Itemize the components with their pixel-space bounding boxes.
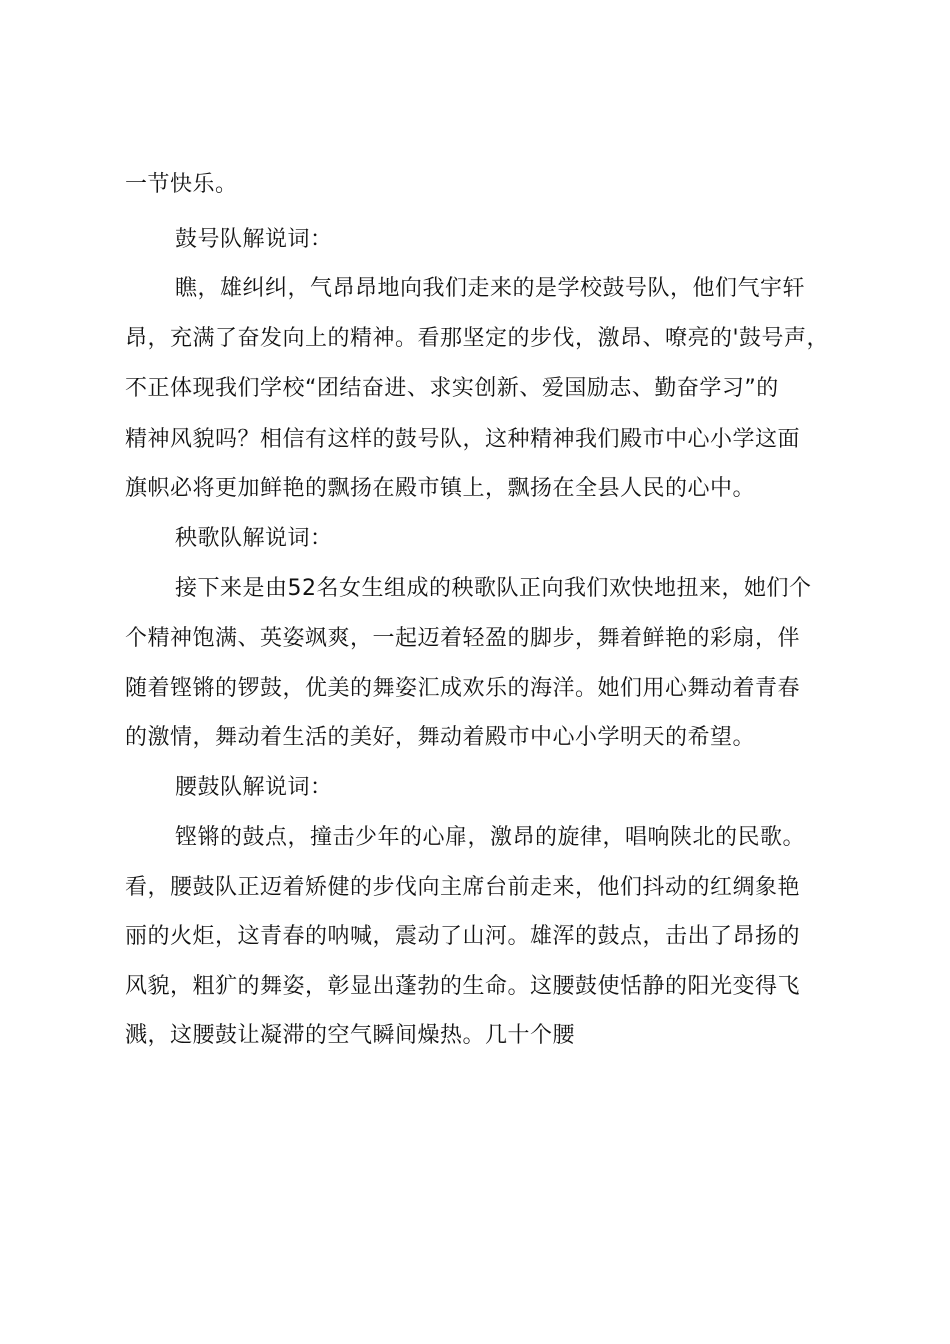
text-line: 一节快乐。 [125,172,238,197]
section-heading-drum-band: 鼓号队解说词： [175,227,333,252]
paragraph-line: 精神风貌吗？相信有这样的鼓号队，这种精神我们殿市中心小学这面 [125,427,801,452]
paragraph-line: 看，腰鼓队正迈着矫健的步伐向主席台前走来，他们抖动的红绸象艳 [125,875,801,900]
paragraph-line: 瞧，雄纠纠，气昂昂地向我们走来的是学校鼓号队，他们气宇轩 [175,276,806,301]
paragraph-line: 随着铿锵的锣鼓，优美的舞姿汇成欢乐的海洋。她们用心舞动着青春 [125,676,801,701]
paragraph-line: 的激情，舞动着生活的美好，舞动着殿市中心小学明天的希望。 [125,725,756,750]
section-heading-waist-drum-team: 腰鼓队解说词： [175,775,333,800]
paragraph-line: 风貌，粗犷的舞姿，彰显出蓬勃的生命。这腰鼓使恬静的阳光变得飞 [125,974,801,999]
paragraph-line: 接下来是由52名女生组成的秧歌队正向我们欢快地扭来，她们个 [175,576,812,601]
section-heading-yangge-team: 秧歌队解说词： [175,526,333,551]
paragraph-line: 不正体现我们学校“团结奋进、求实创新、爱国励志、勤奋学习”的 [125,376,779,401]
paragraph-line: 昂，充满了奋发向上的精神。看那坚定的步伐，激昂、嘹亮的'鼓号声， [125,326,830,351]
paragraph-line: 丽的火炬，这青春的呐喊，震动了山河。雄浑的鼓点，击出了昂扬的 [125,924,801,949]
paragraph-line: 个精神饱满、英姿飒爽，一起迈着轻盈的脚步，舞着鲜艳的彩扇，伴 [125,626,801,651]
paragraph-line: 溅，这腰鼓让凝滞的空气瞬间燥热。几十个腰 [125,1023,576,1048]
paragraph-line: 铿锵的鼓点，撞击少年的心扉，激昂的旋律，唱响陕北的民歌。 [175,825,806,850]
paragraph-line: 旗帜必将更加鲜艳的飘扬在殿市镇上，飘扬在全县人民的心中。 [125,476,756,501]
